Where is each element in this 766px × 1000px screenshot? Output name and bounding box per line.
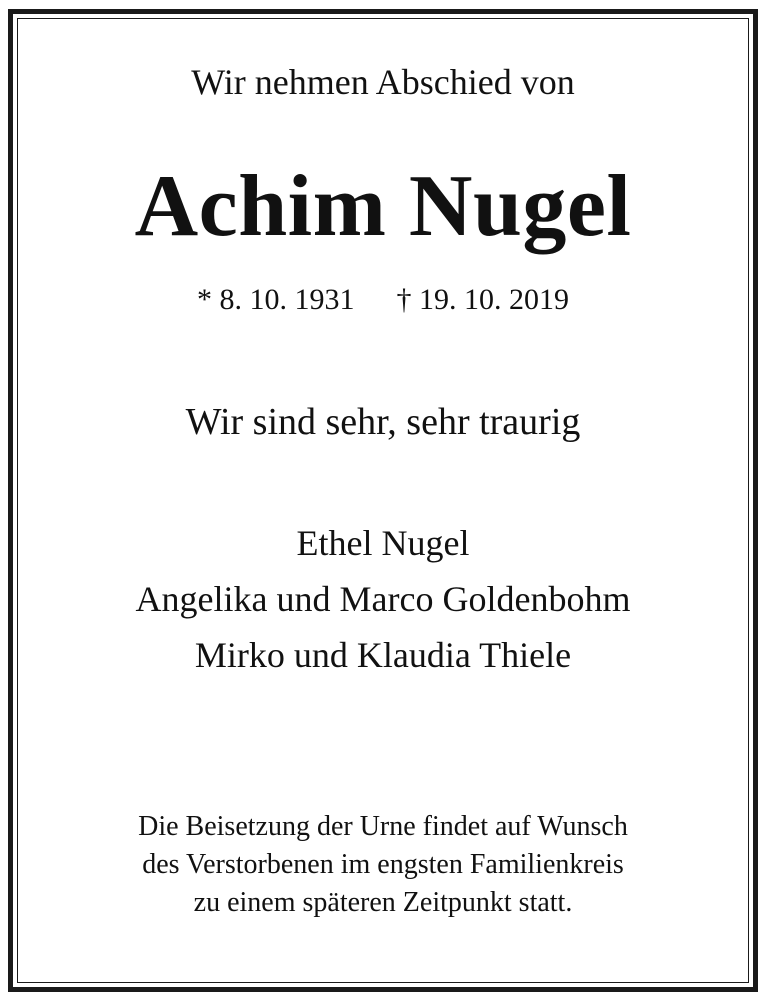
birth-date: * 8. 10. 1931 — [197, 283, 355, 316]
mourner-line: Ethel Nugel — [296, 523, 470, 563]
death-date: † 19. 10. 2019 — [396, 283, 569, 316]
burial-note-line: Die Beisetzung der Urne findet auf Wunsch — [138, 811, 628, 842]
deceased-name: Achim Nugel — [134, 158, 632, 255]
mourner-line: Angelika und Marco Goldenbohm — [135, 579, 631, 619]
life-dates — [0, 280, 766, 320]
burial-note-line: zu einem späteren Zeitpunkt statt. — [193, 887, 573, 918]
burial-note-line: des Verstorbenen im engsten Familienkreis — [142, 849, 624, 880]
sentiment-line: Wir sind sehr, sehr traurig — [185, 401, 581, 443]
intro-line: Wir nehmen Abschied von — [191, 62, 575, 102]
mourner-line: Mirko und Klaudia Thiele — [194, 635, 572, 675]
